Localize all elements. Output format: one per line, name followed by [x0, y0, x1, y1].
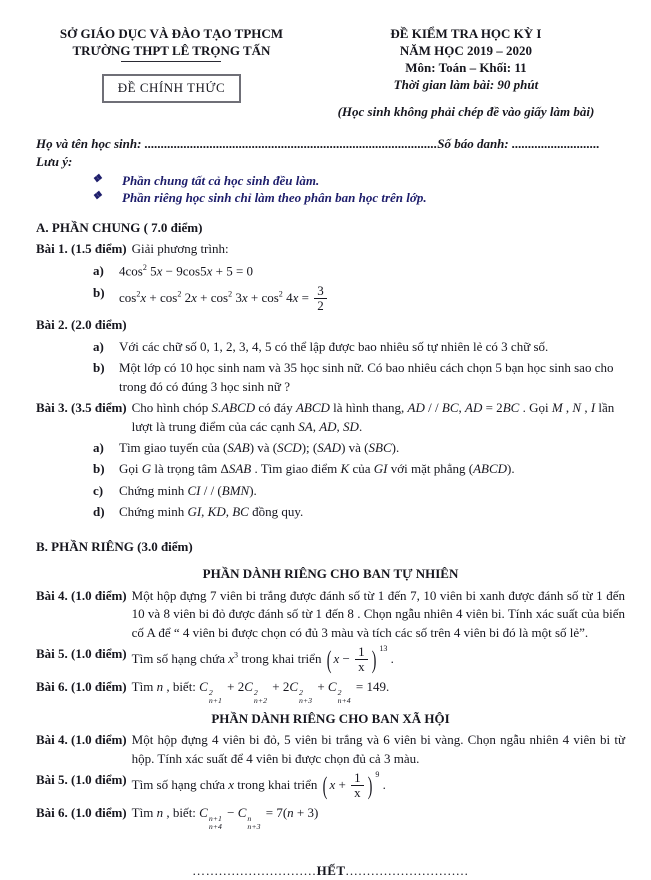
exercise-text: Giải phương trình:: [131, 241, 229, 257]
diamond-bullet-icon: ❖: [92, 172, 102, 185]
student-info-line: [36, 135, 625, 153]
natural-track-title: PHẦN DÀNH RIÊNG CHO BAN TỰ NHIÊN: [202, 566, 459, 582]
exercise-text: Tìm n , biết: C n+1 n+4 − C n n+3 = 7(n + 3): [131, 804, 319, 832]
school-underline: [121, 61, 221, 62]
exercise-text: Tìm số hạng chứa $x^3$ trong khai triển ( x − $\frac{1}{x}$ ) $^{13}$ .: [131, 644, 394, 675]
exercise-3-item-a: [93, 439, 625, 457]
exam-info-block: [307, 26, 625, 121]
item-text: Với các chữ số 0, 1, 2, 3, 4, 5 có thể lập được bao nhiêu số tự nhiên lẻ có 3 chữ số.: [119, 338, 549, 354]
note-item: [92, 189, 625, 207]
official-exam-stamp: ĐỀ CHÍNH THỨC: [102, 74, 241, 102]
item-text: Tìm giao tuyến của (SAB) và (SCD); (SAD) và (SBC).: [119, 440, 400, 456]
exam-duration: Thời gian làm bài: 90 phút: [393, 76, 539, 92]
item-text: $\cos^2x + \cos^2 2x + \cos^2 3x + \cos^2 4x$ = $\frac{3}{2}$: [119, 284, 625, 314]
student-id-label: Số báo danh:: [437, 136, 512, 152]
exercise-label: Bài 2. (2.0 điểm): [36, 317, 127, 333]
header: [36, 26, 625, 121]
exercise-text: Tìm n , biết: C 2 n+1 + 2C 2 n+2 + 2C 2 n+3 + C 2 n+4 = 149.: [131, 678, 390, 706]
section-a-heading: A. PHẦN CHUNG ( 7.0 điểm): [36, 220, 203, 236]
exercise-label: Bài 3. (3.5 điểm): [36, 400, 127, 416]
item-text: Chứng minh CI / / (BMN).: [119, 482, 257, 498]
exercise-4-natural: [36, 587, 625, 642]
exercise-3-item-c: [93, 482, 625, 500]
item-marker: a): [93, 262, 104, 278]
item-marker: b): [93, 360, 105, 376]
exercise-5-natural: [36, 645, 625, 675]
exam-title: ĐỀ KIỂM TRA HỌC KỲ I: [390, 26, 542, 41]
item-marker: b): [93, 284, 105, 300]
notes-title: Lưu ý:: [36, 154, 73, 170]
note-item-text: Phần chung tất cả học sinh đều làm.: [122, 172, 320, 188]
exercise-label: Bài 4. (1.0 điểm): [36, 732, 127, 748]
exercise-3-item-d: [93, 503, 625, 521]
exercise-label: Bài 5. (1.0 điểm): [36, 646, 127, 662]
exercise-text: Tìm số hạng chứa x trong khai triển ( x + $\frac{1}{x}$ ) $^9$ .: [131, 770, 386, 801]
social-track-title: PHẦN DÀNH RIÊNG CHO BAN XÃ HỘI: [211, 710, 450, 726]
end-of-exam-line: [36, 862, 625, 880]
department-name: SỞ GIÁO DỤC VÀ ĐÀO TẠO TPHCM: [59, 26, 284, 41]
diamond-bullet-icon: ❖: [92, 190, 102, 203]
exercise-text: Một hộp đựng 4 viên bi đỏ, 5 viên bi trắng và 6 viên bi vàng. Chọn ngẫu nhiên 4 viên bi từ hộp. Tính xác suất để 4 viên bi được chọn đủ cả 3 màu.: [131, 732, 625, 766]
exercise-label: Bài 5. (1.0 điểm): [36, 772, 127, 788]
notes-block: [36, 153, 625, 207]
exercise-text: Một hộp đựng 7 viên bi trắng được đánh số từ 1 đến 7, 10 viên bi xanh được đánh số từ 1 đến 10 và 8 viên bi đỏ được đánh số từ 1 đến 8 . Chọn ngẫu nhiên 4 viên bi. Tính xác suất của biến cố A để “ 4 viên bi được chọn có đủ 3 màu và tích các số trên 4 viên bi đó là một số lẻ”.: [131, 587, 625, 640]
exercise-2: [36, 316, 625, 334]
school-block: [36, 26, 307, 121]
exercise-label: Bài 1. (1.5 điểm): [36, 241, 127, 257]
item-text: Chứng minh GI, KD, BC đồng quy.: [119, 504, 304, 520]
exercise-1-item-b: [93, 284, 625, 314]
exercise-text: Cho hình chóp S.ABCD có đáy ABCD là hình thang, AD / / BC, AD = 2BC . Gọi M , N , I lần lượt là trung điểm của các cạnh SA, AD, SD.: [131, 400, 615, 434]
subject-grade: Môn: Toán – Khối: 11: [405, 59, 527, 75]
exercise-6-social: [36, 804, 625, 832]
exercise-4-social: [36, 731, 625, 768]
school-year: NĂM HỌC 2019 – 2020: [399, 42, 533, 58]
footer-dots: .............................: [345, 862, 469, 878]
exercise-label: Bài 4. (1.0 điểm): [36, 587, 127, 603]
exercise-label: Bài 6. (1.0 điểm): [36, 678, 127, 694]
item-marker: b): [93, 461, 105, 477]
student-name-dots: ..........................................................................................: [144, 136, 438, 152]
exercise-3-item-b: [93, 460, 625, 478]
exercise-2-item-b: [93, 359, 625, 396]
item-text: Gọi G là trọng tâm ΔSAB . Tìm giao điểm K của GI với mặt phẳng (ABCD).: [119, 461, 515, 477]
footer-dots: …..........................: [192, 862, 317, 878]
exercise-label: Bài 6. (1.0 điểm): [36, 804, 127, 820]
student-name-label: Họ và tên học sinh:: [36, 136, 145, 152]
item-text: $4\cos^2$ 5x − 9cos5x + 5 = 0: [119, 262, 254, 279]
item-text: Một lớp có 10 học sinh nam và 35 học sinh nữ. Có bao nhiêu cách chọn 5 bạn học sinh sao cho trong đó có đúng 3 học sinh nữ ?: [119, 360, 614, 394]
exercise-6-natural: [36, 678, 625, 706]
exercise-1: [36, 240, 625, 258]
item-marker: a): [93, 440, 104, 456]
section-b-heading: B. PHẦN RIÊNG (3.0 điểm): [36, 538, 193, 554]
exercise-5-social: [36, 771, 625, 801]
item-marker: d): [93, 504, 105, 520]
end-label: HẾT: [316, 862, 346, 878]
exercise-2-item-a: [93, 338, 625, 356]
student-id-dots: ...........................: [512, 136, 600, 152]
note-item-text: Phần riêng học sinh chỉ làm theo phân ban học trên lớp.: [122, 190, 427, 206]
no-copy-note: (Học sinh không phải chép đề vào giấy làm bài): [337, 103, 595, 119]
school-name: TRƯỜNG THPT LÊ TRỌNG TẤN: [72, 42, 271, 58]
note-item: [92, 172, 625, 190]
exercise-1-item-a: [93, 262, 625, 281]
exercise-3: [36, 399, 625, 436]
item-marker: a): [93, 338, 104, 354]
item-marker: c): [93, 482, 104, 498]
